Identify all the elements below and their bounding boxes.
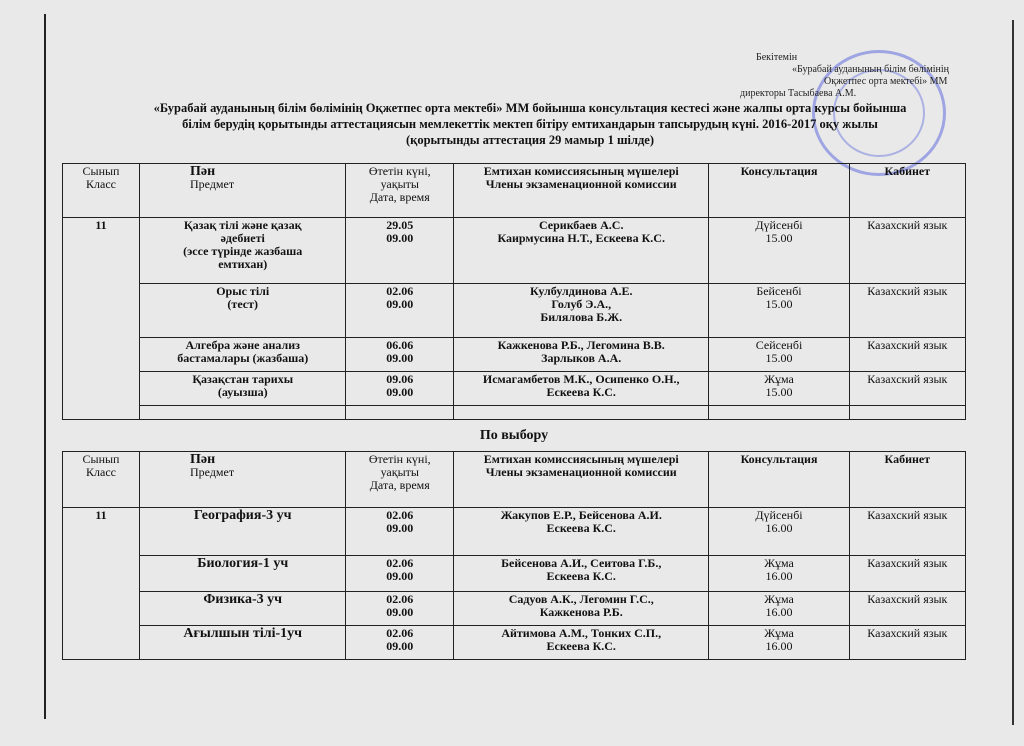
- cabinet-cell: Казахский язык: [849, 626, 965, 660]
- table-row: [63, 626, 966, 660]
- empty-cell: [849, 406, 965, 420]
- approval-line-3: Оқжетпес орта мектебі» ММ: [824, 76, 948, 87]
- title-line-2: білім берудің қорытынды аттестациясын мемлекеттік мектеп бітіру емтихандарын тапсырудың күні. 2016-2017 оқу жылы: [182, 117, 878, 131]
- title-line-3: (қорытынды аттестация 29 мамыр 1 шілде): [405, 133, 655, 147]
- table-row: [63, 592, 966, 626]
- cabinet-cell: Казахский язык: [849, 556, 965, 592]
- cabinet-cell: Казахский язык: [849, 338, 965, 372]
- header-subject-kz: Пән: [189, 452, 216, 467]
- subject-cell: Қазақстан тарихы (ауызша): [139, 372, 345, 406]
- date-cell: 02.06 09.00: [346, 284, 454, 338]
- table-row: [63, 338, 966, 372]
- consultation-cell: Дүйсенбі 16.00: [709, 508, 849, 556]
- header-cabinet: Кабинет: [849, 164, 965, 218]
- consultation-cell: Жұма 16.00: [709, 626, 849, 660]
- date-cell: 02.06 09.00: [346, 556, 454, 592]
- header-subject-kz: Пән: [189, 164, 216, 179]
- consultation-cell: Жұма 16.00: [709, 556, 849, 592]
- commission-cell: Айтимова А.М., Тонких С.П., Ескеева К.С.: [454, 626, 709, 660]
- consultation-cell: Дүйсенбі 15.00: [709, 218, 849, 284]
- left-margin-line: [44, 14, 46, 719]
- class-cell: 11: [63, 508, 140, 660]
- subject-cell: География-3 уч: [139, 508, 345, 556]
- header-date: Өтетін күні, уақыты Дата, время: [346, 164, 454, 218]
- header-consultation: Консультация: [709, 164, 849, 218]
- date-cell: 02.06 09.00: [346, 626, 454, 660]
- commission-cell: Бейсенова А.И., Сеитова Г.Б., Ескеева К.С.: [454, 556, 709, 592]
- subject-cell: Физика-3 уч: [139, 592, 345, 626]
- table-row: [63, 218, 966, 284]
- date-cell: 02.06 09.00: [346, 508, 454, 556]
- title-line-1: «Бурабай ауданының білім бөлімінің Оқжетпес орта мектебі» ММ бойынша консультация кестесі және жалпы орта курсы бойынша: [153, 101, 907, 115]
- table-row: [63, 556, 966, 592]
- class-cell: 11: [63, 218, 140, 420]
- header-cabinet: Кабинет: [849, 452, 965, 508]
- empty-cell: [454, 406, 709, 420]
- approval-line-1: Бекітемін: [756, 52, 798, 63]
- cabinet-cell: Казахский язык: [849, 218, 965, 284]
- empty-cell: [346, 406, 454, 420]
- commission-cell: Жакупов Е.Р., Бейсенова А.И. Ескеева К.С.: [454, 508, 709, 556]
- cabinet-cell: Казахский язык: [849, 372, 965, 406]
- table-header-row: [63, 452, 966, 508]
- empty-cell: [709, 406, 849, 420]
- subject-cell: Биология-1 уч: [139, 556, 345, 592]
- commission-cell: Серикбаев А.С. Каирмусина Н.Т., Ескеева К.С.: [454, 218, 709, 284]
- header-class: Сынып Класс: [63, 452, 140, 508]
- commission-cell: Исмагамбетов М.К., Осипенко О.Н., Ескеева К.С.: [454, 372, 709, 406]
- subject-cell: Алгебра және анализ бастамалары (жазбаша): [139, 338, 345, 372]
- cabinet-cell: Казахский язык: [849, 592, 965, 626]
- commission-cell: Садуов А.К., Легомин Г.С., Кажкенова Р.Б.: [454, 592, 709, 626]
- empty-cell: [139, 406, 345, 420]
- approval-line-2: «Бурабай ауданының білім бөлімінің: [792, 64, 950, 75]
- header-subject: [139, 164, 345, 218]
- approval-block: [740, 52, 980, 100]
- cabinet-cell: Казахский язык: [849, 284, 965, 338]
- header-commission: Емтихан комиссиясының мүшелері Члены экзаменационной комиссии: [454, 452, 709, 508]
- commission-cell: Кажкенова Р.Б., Легомина В.В. Зарлыков А.А.: [454, 338, 709, 372]
- consultation-cell: Жұма 16.00: [709, 592, 849, 626]
- header-date: Өтетін күні, уақыты Дата, время: [346, 452, 454, 508]
- empty-row: [63, 406, 966, 420]
- header-commission: Емтихан комиссиясының мүшелері Члены экзаменационной комиссии: [454, 164, 709, 218]
- header-subject-ru: Предмет: [189, 465, 235, 479]
- document-title: [48, 100, 1012, 148]
- table-row: [63, 508, 966, 556]
- section-heading-optional: По выбору: [479, 428, 549, 443]
- cabinet-cell: Казахский язык: [849, 508, 965, 556]
- subject-cell: Қазақ тілі және қазақ әдебиеті (эссе түрінде жазбаша емтихан): [139, 218, 345, 284]
- consultation-cell: Сейсенбі 15.00: [709, 338, 849, 372]
- consultation-cell: Жұма 15.00: [709, 372, 849, 406]
- header-subject-ru: Предмет: [189, 177, 235, 191]
- table-row: [63, 284, 966, 338]
- date-cell: 29.05 09.00: [346, 218, 454, 284]
- right-margin-line: [1012, 20, 1014, 725]
- date-cell: 02.06 09.00: [346, 592, 454, 626]
- date-cell: 09.06 09.00: [346, 372, 454, 406]
- approval-line-4: директоры Тасыбаева А.М.: [740, 88, 857, 99]
- header-class: Сынып Класс: [63, 164, 140, 218]
- commission-cell: Кулбулдинова А.Е. Голуб Э.А., Билялова Б.Ж.: [454, 284, 709, 338]
- subject-cell: Ағылшын тілі-1уч: [139, 626, 345, 660]
- header-consultation: Консультация: [709, 452, 849, 508]
- main-exam-table: [62, 163, 966, 420]
- table-header-row: [63, 164, 966, 218]
- consultation-cell: Бейсенбі 15.00: [709, 284, 849, 338]
- date-cell: 06.06 09.00: [346, 338, 454, 372]
- subject-cell: Орыс тілі (тест): [139, 284, 345, 338]
- header-subject: [139, 452, 345, 508]
- optional-exam-table: [62, 451, 966, 660]
- table-row: [63, 372, 966, 406]
